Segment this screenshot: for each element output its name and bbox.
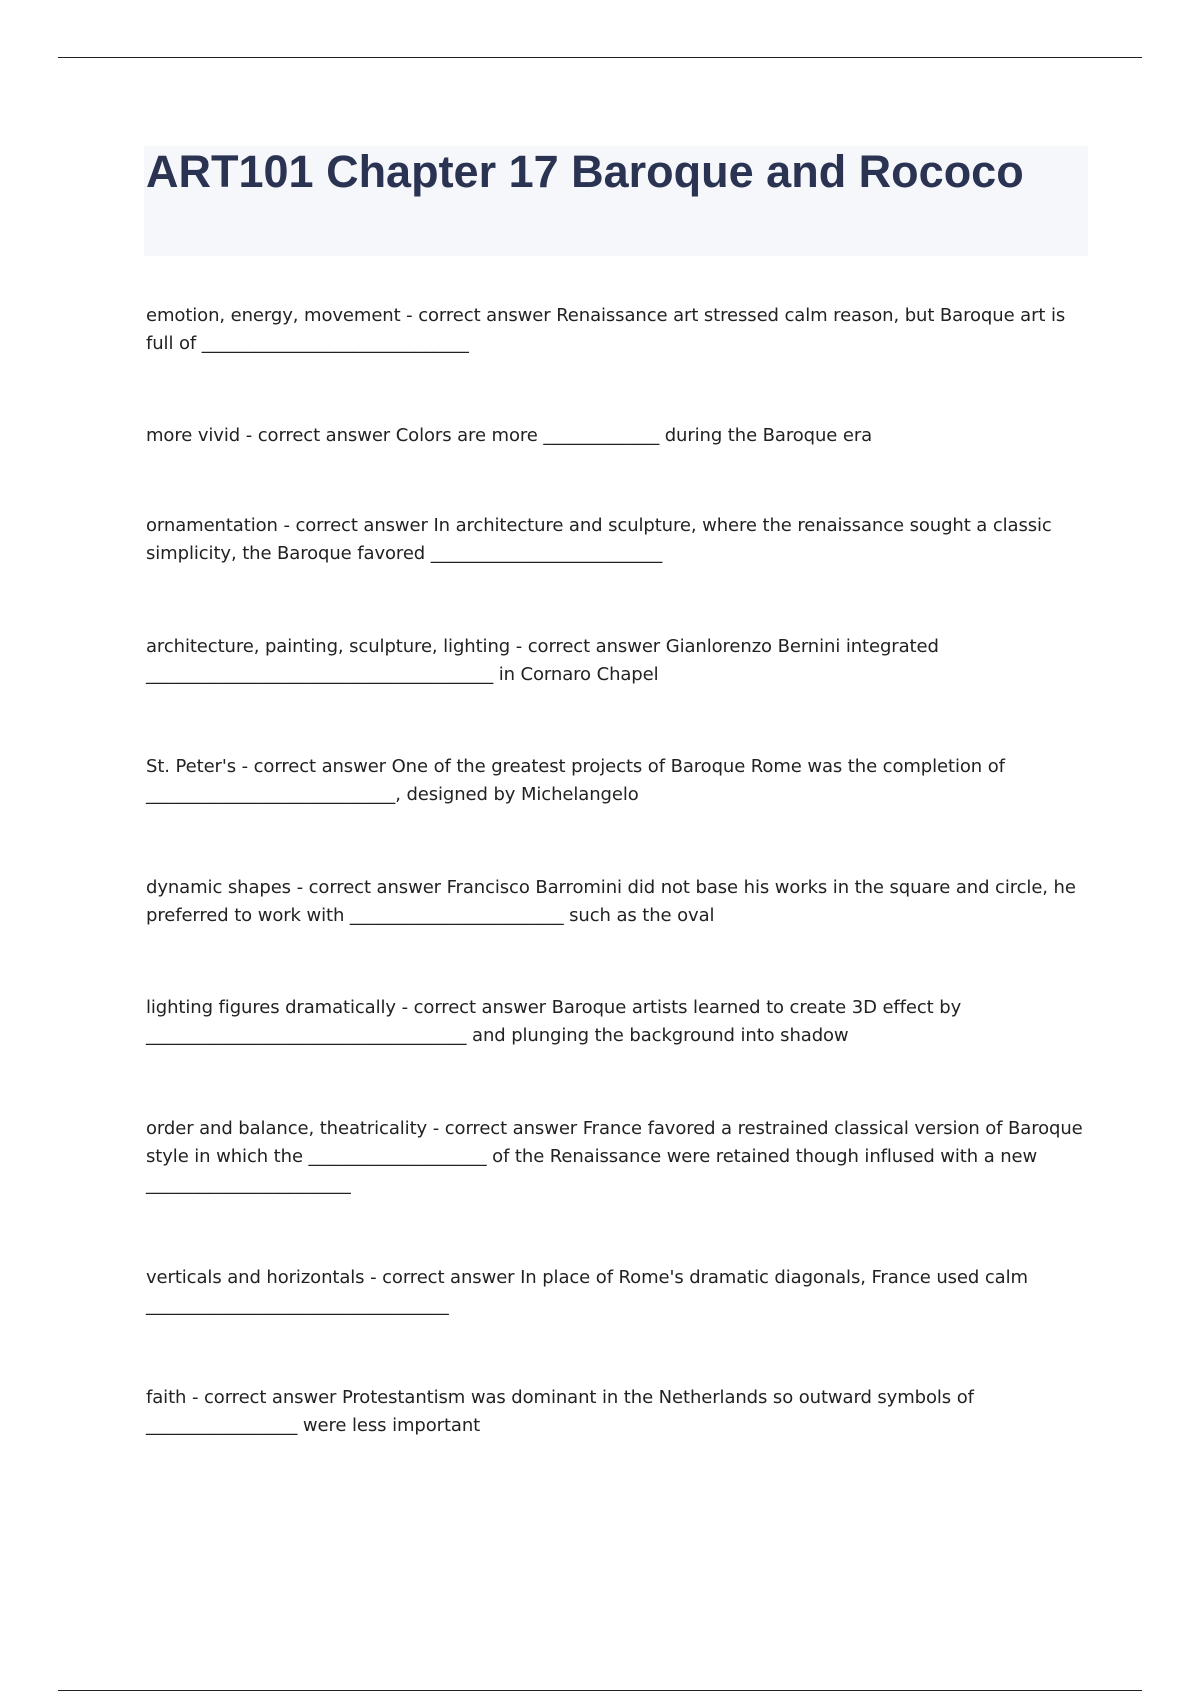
question: France favored a restrained classical version of Baroque style in which the ____________________ of the Renaissance were retained though inflused with a new _______________________ — [146, 1118, 1083, 1195]
separator: - correct answer — [364, 1267, 521, 1288]
bottom-rule — [58, 1690, 1142, 1691]
answer: verticals and horizontals — [146, 1267, 365, 1288]
question: Renaissance art stressed calm reason, but Baroque art is full of ______________________________ — [146, 305, 1066, 354]
question: Gianlorenzo Bernini integrated _______________________________________ in Cornaro Chapel — [146, 636, 939, 685]
answer: dynamic shapes — [146, 877, 291, 898]
qa-item-1 — [146, 302, 1086, 358]
question: Baroque artists learned to create 3D effect by ____________________________________ and plunging the background into shadow — [146, 997, 962, 1046]
answer: order and balance, theatricality — [146, 1118, 428, 1139]
qa-item-5 — [146, 753, 1086, 809]
answer: more vivid — [146, 425, 241, 446]
document-title: ART101 Chapter 17 Baroque and Rococo — [146, 146, 1024, 197]
qa-item-9 — [146, 1264, 1086, 1320]
separator: - correct answer — [427, 1118, 583, 1139]
question: In place of Rome's dramatic diagonals, France used calm __________________________________ — [146, 1267, 1028, 1316]
separator: - correct answer — [277, 515, 434, 536]
answer: St. Peter's — [146, 756, 236, 777]
question: One of the greatest projects of Baroque Rome was the completion of ____________________________, designed by Michelangelo — [146, 756, 1005, 805]
separator: - correct answer — [186, 1387, 342, 1408]
answer: lighting figures dramatically — [146, 997, 396, 1018]
separator: - correct answer — [510, 636, 666, 657]
qa-item-3 — [146, 512, 1086, 568]
separator: - correct answer — [395, 997, 552, 1018]
answer: faith — [146, 1387, 187, 1408]
qa-item-4 — [146, 633, 1086, 689]
qa-item-2 — [146, 422, 1086, 450]
top-rule — [58, 57, 1142, 58]
question: Colors are more _____________ during the Baroque era — [395, 425, 873, 446]
separator: - correct answer — [400, 305, 557, 326]
qa-item-7 — [146, 994, 1086, 1050]
answer: ornamentation — [146, 515, 278, 536]
answer: emotion, energy, movement — [146, 305, 401, 326]
separator: - correct answer — [290, 877, 447, 898]
qa-item-10 — [146, 1384, 1086, 1440]
qa-item-8 — [146, 1115, 1086, 1199]
separator: - correct answer — [235, 756, 392, 777]
answer: architecture, painting, sculpture, lighting — [146, 636, 511, 657]
question: Francisco Barromini did not base his works in the square and circle, he preferred to work with ________________________ such as the oval — [146, 877, 1076, 926]
qa-item-6 — [146, 874, 1086, 930]
separator: - correct answer — [240, 425, 396, 446]
question: In architecture and sculpture, where the renaissance sought a classic simplicity, the Baroque favored __________________________ — [146, 515, 1052, 564]
question: Protestantism was dominant in the Netherlands so outward symbols of _________________ were less important — [146, 1387, 974, 1436]
